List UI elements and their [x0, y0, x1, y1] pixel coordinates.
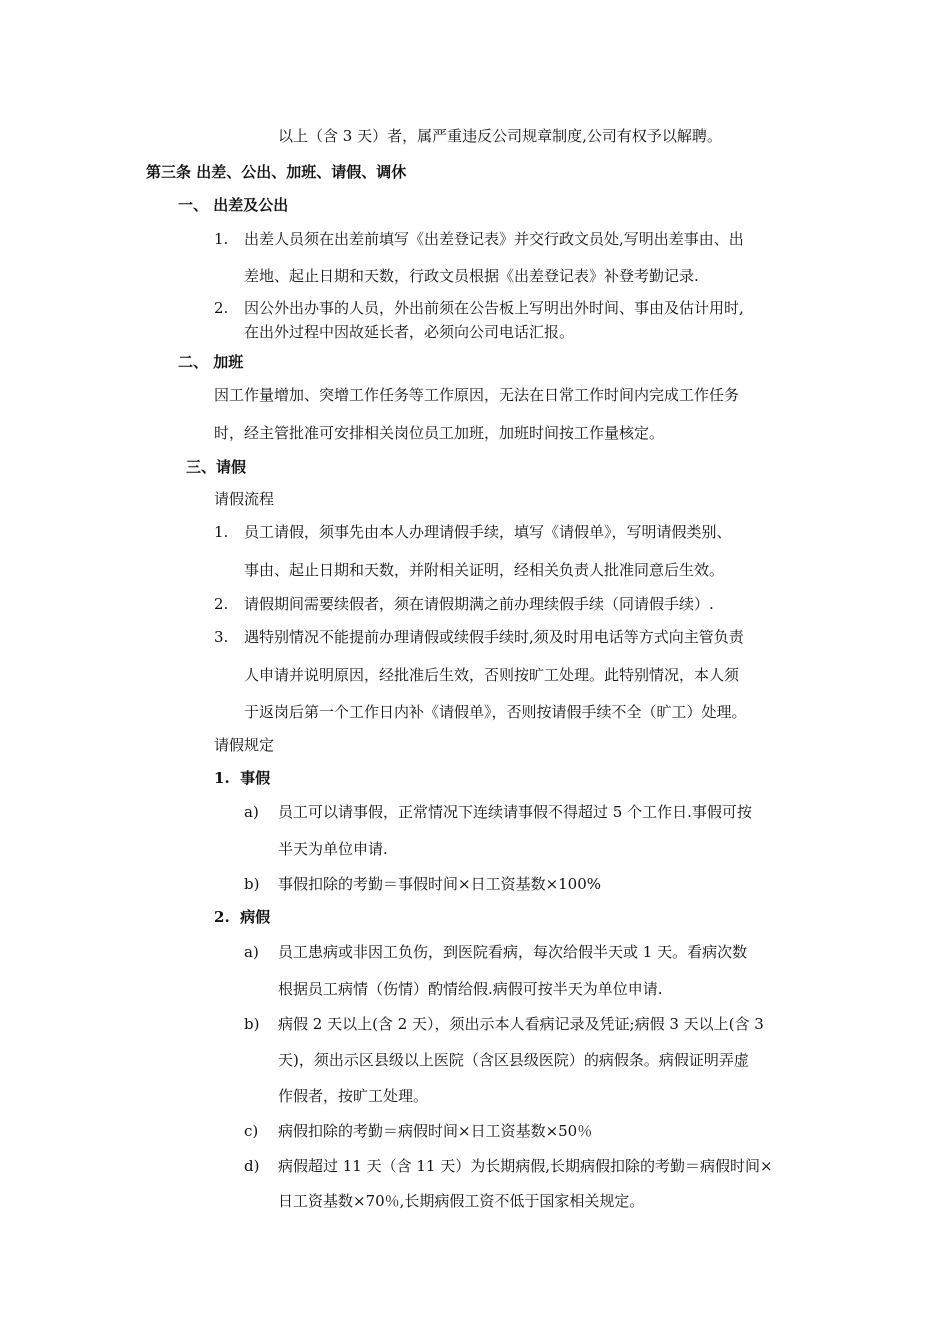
- sub-item-text: 日工资基数×70％,长期病假工资不低于国家相关规定。: [278, 1192, 645, 1210]
- sub-item-label: a): [244, 943, 259, 961]
- list-item-text: 请假期间需要续假者，须在请假期满之前办理续假手续（同请假手续）.: [244, 595, 714, 613]
- sub-item-label: b): [244, 875, 260, 893]
- sub-item-text: 病假扣除的考勤＝病假时间×日工资基数×50％: [278, 1122, 593, 1140]
- list-item-text: 员工请假，须事先由本人办理请假手续，填写《请假单》，写明请假类别、: [244, 523, 732, 541]
- sub-item-label: b): [244, 1015, 260, 1033]
- list-item-text: 于返岗后第一个工作日内补《请假单》，否则按请假手续不全（旷工）处理。: [244, 703, 747, 721]
- list-item-number: 3.: [214, 628, 229, 646]
- list-item-text: 差地、起止日期和天数，行政文员根据《出差登记表》补登考勤记录.: [244, 267, 699, 285]
- rule-heading-personal-leave: 1. 事假: [214, 769, 271, 787]
- sub-item-label: a): [244, 803, 259, 821]
- sub-item-text: 天)，须出示区县级以上医院（含区县级医院）的病假条。病假证明弄虚: [278, 1051, 749, 1069]
- sub-item-text: 半天为单位申请.: [278, 840, 388, 858]
- section-heading-leave: 三、请假: [186, 458, 247, 476]
- paragraph-text: 时，经主管批准可安排相关岗位员工加班，加班时间按工作量核定。: [214, 424, 665, 442]
- sub-item-text: 员工患病或非因工负伤，到医院看病，每次给假半天或 1 天。看病次数: [278, 943, 748, 961]
- section-heading-overtime: 二、 加班: [178, 353, 244, 371]
- list-item-number: 2.: [214, 299, 229, 317]
- paragraph-text: 因工作量增加、突增工作任务等工作原因，无法在日常工作时间内完成工作任务: [214, 386, 740, 404]
- list-item-number: 1.: [214, 523, 229, 541]
- section-heading-business-trip: 一、 出差及公出: [178, 196, 289, 214]
- subsection-title-leave-rules: 请假规定: [214, 736, 275, 754]
- list-item-text: 事由、起止日期和天数，并附相关证明，经相关负责人批准同意后生效。: [244, 561, 725, 579]
- list-item-text: 出差人员须在出差前填写《出差登记表》并交行政文员处,写明出差事由、出: [244, 230, 744, 248]
- list-item-text: 因公外出办事的人员，外出前须在公告板上写明出外时间、事由及估计用时,: [244, 299, 744, 317]
- rule-heading-sick-leave: 2. 病假: [214, 908, 271, 926]
- list-item-text: 遇特别情况不能提前办理请假或续假手续时,须及时用电话等方式向主管负责: [244, 628, 744, 646]
- sub-item-text: 事假扣除的考勤＝事假时间×日工资基数×100%: [278, 875, 602, 893]
- list-item-text: 在出外过程中因故延长者，必须向公司电话汇报。: [244, 323, 575, 341]
- sub-item-text: 作假者，按旷工处理。: [278, 1087, 429, 1105]
- sub-item-text: 病假 2 天以上(含 2 天），须出示本人看病记录及凭证;病假 3 天以上(含 3: [278, 1015, 764, 1033]
- list-item-number: 1.: [214, 230, 229, 248]
- continuation-text: 以上（含 3 天）者，属严重违反公司规章制度,公司有权予以解聘。: [278, 127, 722, 145]
- list-item-text: 人申请并说明原因，经批准后生效，否则按旷工处理。此特别情况，本人须: [244, 666, 740, 684]
- article-title: 第三条 出差、公出、加班、请假、调休: [146, 163, 407, 181]
- subsection-title-leave-process: 请假流程: [214, 490, 275, 508]
- sub-item-text: 员工可以请事假，正常情况下连续请事假不得超过 5 个工作日.事假可按: [278, 803, 752, 821]
- sub-item-label: c): [244, 1122, 259, 1140]
- list-item-number: 2.: [214, 595, 229, 613]
- sub-item-label: d): [244, 1157, 260, 1175]
- sub-item-text: 病假超过 11 天（含 11 天）为长期病假,长期病假扣除的考勤＝病假时间×: [278, 1157, 773, 1175]
- sub-item-text: 根据员工病情（伤情）酌情给假.病假可按半天为单位申请.: [278, 980, 663, 998]
